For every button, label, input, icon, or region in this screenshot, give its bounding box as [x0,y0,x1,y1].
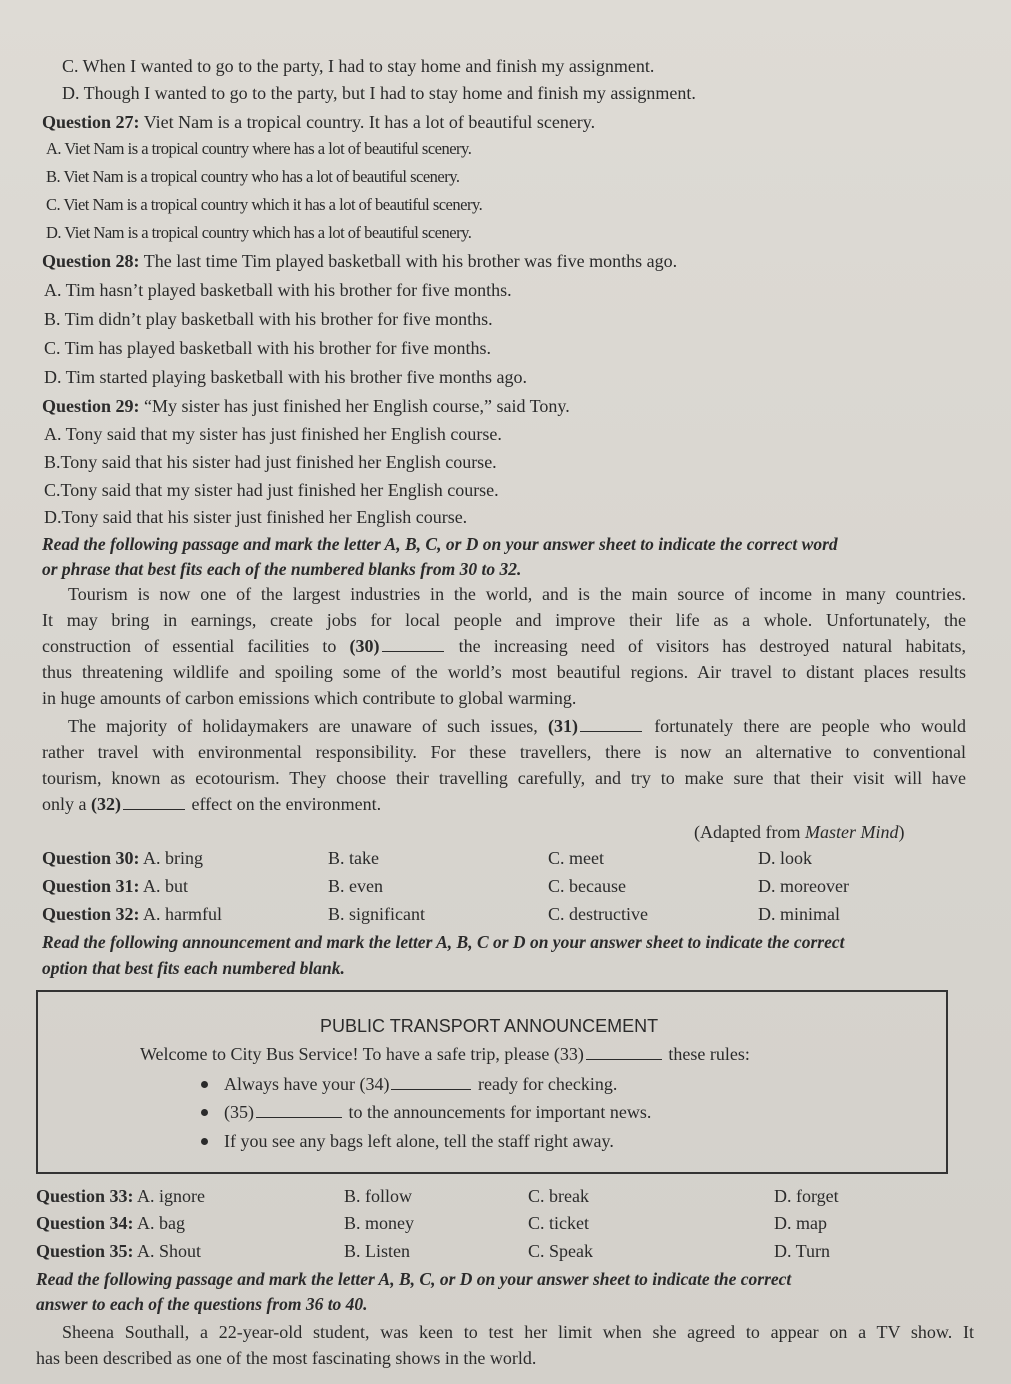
q30-label: Question 30: [42,848,140,868]
passage1-line8: tourism, known as ecotourism. They choose their travelling carefully, and try to make sure that their visit will have [42,768,966,788]
announcement-instruction-line1: Read the following announcement and mark the letter A, B, C or D on your answer sheet to indicate the correct [42,932,845,952]
bullet-icon [201,1081,208,1088]
passage1-line9 [42,792,381,816]
passage1-line7: rather travel with environmental responsibility. For these travellers, there is now an alternative to conventional [42,742,966,762]
q31-option-b[interactable]: B. even [328,876,383,896]
announcement-box [36,990,948,1174]
q32-row [0,902,1011,926]
passage1-line6 [68,714,966,738]
q33-option-b[interactable]: B. follow [344,1186,413,1206]
passage1-source [694,820,904,844]
q27-option-a: A. Viet Nam is a tropical country where has a lot of beautiful scenery. [46,139,472,158]
q26-option-d: D. Though I wanted to go to the party, but I had to stay home and finish my assignment. [62,83,696,103]
q29-option-b: B.Tony said that his sister had just finished her English course. [44,452,497,472]
q28-option-b: B. Tim didn’t play basketball with his brother for five months. [44,309,493,329]
q29-option-a: A. Tony said that my sister has just finished her English course. [44,424,502,444]
q35-row [0,1239,1011,1263]
q31-option-a[interactable]: A. but [143,876,189,896]
passage1-line3 [42,634,966,658]
q30-option-c[interactable]: C. meet [548,848,604,868]
passage1-line6-start: The majority of holidaymakers are unaware of such issues, [68,716,538,736]
announcement-rule-2 [224,1100,651,1124]
announcement-welcome [140,1042,750,1066]
passage1-instruction-line1: Read the following passage and mark the letter A, B, C, or D on your answer sheet to indicate the correct word [42,534,838,554]
announcement-instruction-line2: option that best fits each numbered blank. [42,958,345,978]
q29-option-c: C.Tony said that my sister had just finished her English course. [44,480,499,500]
q32-option-b[interactable]: B. significant [328,904,425,924]
q35-label: Question 35: [36,1241,134,1261]
source-title: Master Mind [804,822,899,842]
source-suffix: ) [898,822,905,842]
q35-option-a[interactable]: A. Shout [137,1241,202,1261]
q28-stem: The last time Tim played basketball with his brother was five months ago. [143,251,678,271]
q33-option-c[interactable]: C. break [528,1186,589,1206]
blank-35-number: (35) [224,1102,254,1122]
q26-option-c: C. When I wanted to go to the party, I had to stay home and finish my assignment. [62,56,655,76]
passage1-line4: thus threatening wildlife and spoiling some of the world’s most beautiful regions. Air travel to distant places results [42,662,966,682]
blank-31-line[interactable] [580,715,642,732]
q27-stem: Viet Nam is a tropical country. It has a lot of beautiful scenery. [143,112,596,132]
passage1-line2: It may bring in earnings, create jobs for local people and improve their life as a whole. Unfortunately, the [42,610,966,630]
blank-33-number: (33) [553,1044,584,1064]
announcement-welcome-start: Welcome to City Bus Service! To have a safe trip, please [140,1044,550,1064]
q34-option-a[interactable]: A. bag [137,1213,186,1233]
passage1-line6-end: fortunately there are people who would [654,716,966,736]
rule1-end: ready for checking. [477,1074,618,1094]
q29-stem-line [42,394,570,418]
q34-option-c[interactable]: C. ticket [528,1213,589,1233]
passage1-line9-end: effect on the environment. [191,794,382,814]
passage2-instruction-line1: Read the following passage and mark the letter A, B, C, or D on your answer sheet to indicate the correct [36,1269,792,1289]
q27-option-b: B. Viet Nam is a tropical country who has a lot of beautiful scenery. [46,167,460,186]
blank-30-number: (30) [349,636,380,656]
passage1-line1: Tourism is now one of the largest industries in the world, and is the main source of income in many countries. [68,584,966,604]
q33-row [0,1184,1011,1208]
blank-34-number: (34) [359,1074,390,1094]
q27-label: Question 27: [42,112,140,132]
q31-option-c[interactable]: C. because [548,876,626,896]
q28-label: Question 28: [42,251,140,271]
q34-label: Question 34: [36,1213,134,1233]
blank-35-line[interactable] [256,1101,342,1118]
passage2-instruction-line2: answer to each of the questions from 36 to 40. [36,1294,368,1314]
q28-option-a: A. Tim hasn’t played basketball with his brother for five months. [44,280,512,300]
passage1-instruction-line2: or phrase that best fits each of the numbered blanks from 30 to 32. [42,559,522,579]
source-prefix: (Adapted from [694,822,801,842]
q27-stem-line [42,110,595,134]
q34-option-d[interactable]: D. map [774,1213,827,1233]
q29-option-d: D.Tony said that his sister just finished her English course. [44,507,468,527]
q29-stem: “My sister has just finished her English course,” said Tony. [144,396,570,416]
q35-option-b[interactable]: B. Listen [344,1241,410,1261]
blank-32-line[interactable] [123,793,185,810]
passage1-line3-end: the increasing need of visitors has destroyed natural habitats, [458,636,967,656]
q33-label: Question 33: [36,1186,134,1206]
blank-32-number: (32) [91,794,121,814]
announcement-rule-3: If you see any bags left alone, tell the staff right away. [224,1131,614,1151]
announcement-title: PUBLIC TRANSPORT ANNOUNCEMENT [320,1016,659,1036]
q28-option-d: D. Tim started playing basketball with his brother five months ago. [44,367,527,387]
q32-label: Question 32: [42,904,140,924]
rule2-end: to the announcements for important news. [348,1102,652,1122]
q31-row [0,874,1011,898]
q31-label: Question 31: [42,876,140,896]
q33-option-d[interactable]: D. forget [774,1186,839,1206]
announcement-welcome-end: these rules: [668,1044,750,1064]
q30-option-a[interactable]: A. bring [143,848,204,868]
q34-option-b[interactable]: B. money [344,1213,414,1233]
passage2-line2: has been described as one of the most fascinating shows in the world. [36,1348,537,1368]
announcement-rule-1 [224,1072,617,1096]
q27-option-d: D. Viet Nam is a tropical country which has a lot of beautiful scenery. [46,223,472,242]
q35-option-d[interactable]: D. Turn [774,1241,831,1261]
blank-34-line[interactable] [391,1073,471,1090]
passage1-line9-start: only a [42,794,87,814]
q34-row [0,1211,1011,1235]
q27-option-c: C. Viet Nam is a tropical country which it has a lot of beautiful scenery. [46,195,483,214]
q28-option-c: C. Tim has played basketball with his brother for five months. [44,338,491,358]
q29-label: Question 29: [42,396,140,416]
bullet-icon [201,1109,208,1116]
q31-option-d[interactable]: D. moreover [758,876,849,896]
q30-option-b[interactable]: B. take [328,848,379,868]
blank-31-number: (31) [548,716,578,736]
bullet-icon [201,1138,208,1145]
rule1-start: Always have your [224,1074,355,1094]
q30-row [0,846,1011,870]
passage1-line5: in huge amounts of carbon emissions which contribute to global warming. [42,688,577,708]
blank-30-line[interactable] [382,635,444,652]
q30-option-d[interactable]: D. look [758,848,812,868]
passage2-line1: Sheena Southall, a 22-year-old student, was keen to test her limit when she agreed to appear on a TV show. It [62,1322,974,1342]
q28-stem-line [42,249,677,273]
blank-33-line[interactable] [586,1043,662,1060]
q32-option-c[interactable]: C. destructive [548,904,648,924]
passage1-line3-start: construction of essential facilities to [42,636,337,656]
q33-option-a[interactable]: A. ignore [137,1186,206,1206]
q35-option-c[interactable]: C. Speak [528,1241,593,1261]
q32-option-d[interactable]: D. minimal [758,904,840,924]
q32-option-a[interactable]: A. harmful [143,904,223,924]
